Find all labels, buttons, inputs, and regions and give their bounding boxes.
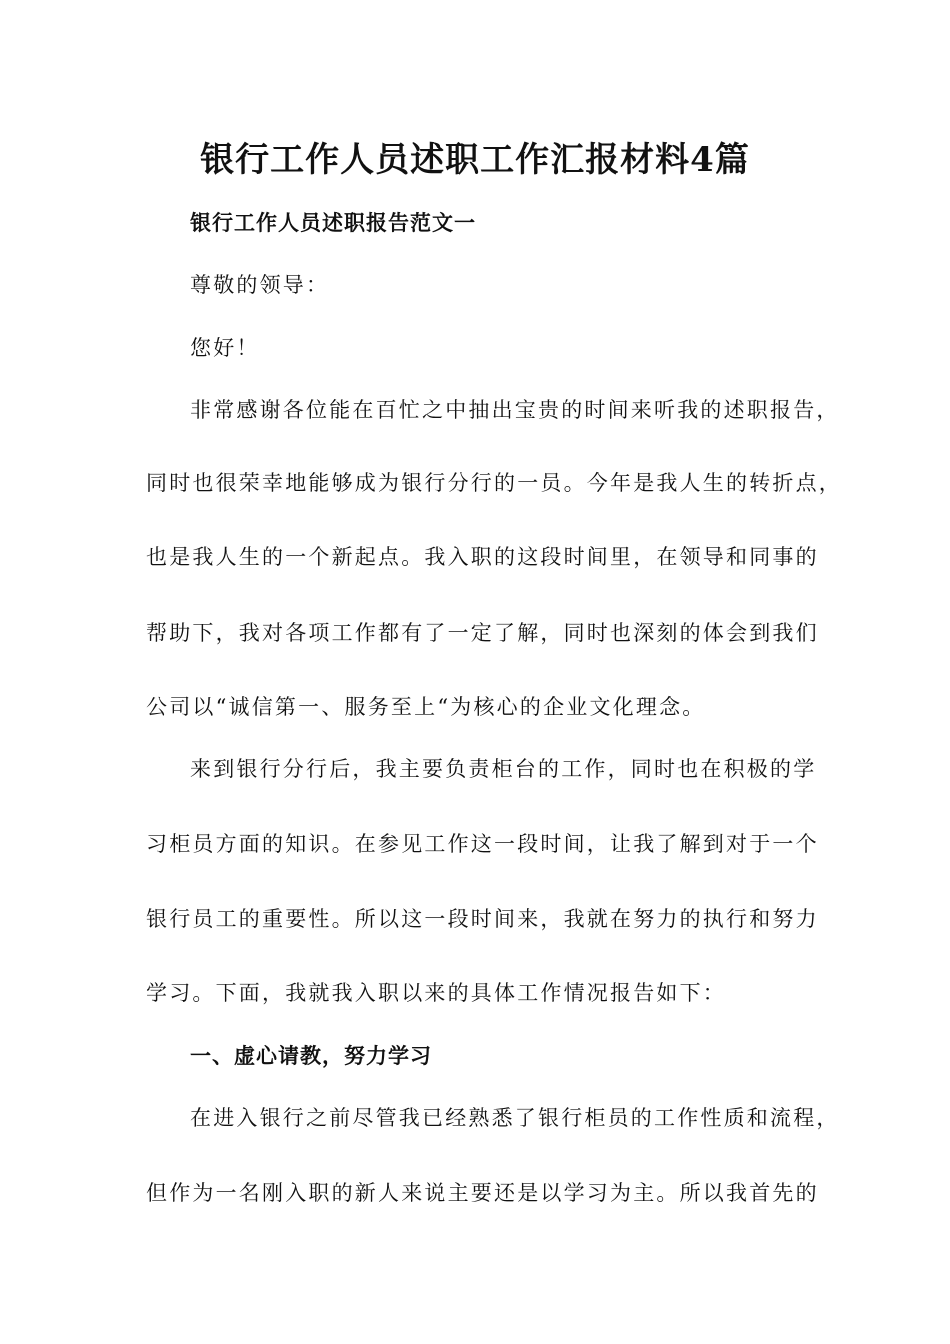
paragraph-2-line-4: 学习。下面，我就我入职以来的具体工作情况报告如下： <box>146 981 726 1005</box>
paragraph-2-line-3: 银行员工的重要性。所以这一段时间来，我就在努力的执行和努力 <box>146 907 819 931</box>
paragraph-1-line-4: 帮助下，我对各项工作都有了一定了解，同时也深刻的体会到我们 <box>146 621 819 645</box>
paragraph-1-line-1: 非常感谢各位能在百忙之中抽出宝贵的时间来听我的述职报告， <box>190 398 840 422</box>
paragraph-2-line-2: 习柜员方面的知识。在参见工作这一段时间，让我了解到对于一个 <box>146 832 819 856</box>
paragraph-1-line-3: 也是我人生的一个新起点。我入职的这段时间里，在领导和同事的 <box>146 545 819 569</box>
greeting: 您好！ <box>190 336 260 360</box>
salutation: 尊敬的领导： <box>190 273 330 297</box>
paragraph-1-line-5: 公司以“诚信第一、服务至上“为核心的企业文化理念。 <box>146 695 706 719</box>
section-heading: 银行工作人员述职报告范文一 <box>190 211 476 235</box>
subheading-1: 一、虚心请教，努力学习 <box>190 1044 432 1068</box>
paragraph-1-line-2: 同时也很荣幸地能够成为银行分行的一员。今年是我人生的转折点， <box>146 471 842 495</box>
paragraph-3-line-2: 但作为一名刚入职的新人来说主要还是以学习为主。所以我首先的 <box>146 1181 819 1205</box>
document-title: 银行工作人员述职工作汇报材料4篇 <box>200 140 750 180</box>
paragraph-2-line-1: 来到银行分行后，我主要负责柜台的工作，同时也在积极的学 <box>190 757 817 781</box>
paragraph-3-line-1: 在进入银行之前尽管我已经熟悉了银行柜员的工作性质和流程， <box>190 1106 840 1130</box>
